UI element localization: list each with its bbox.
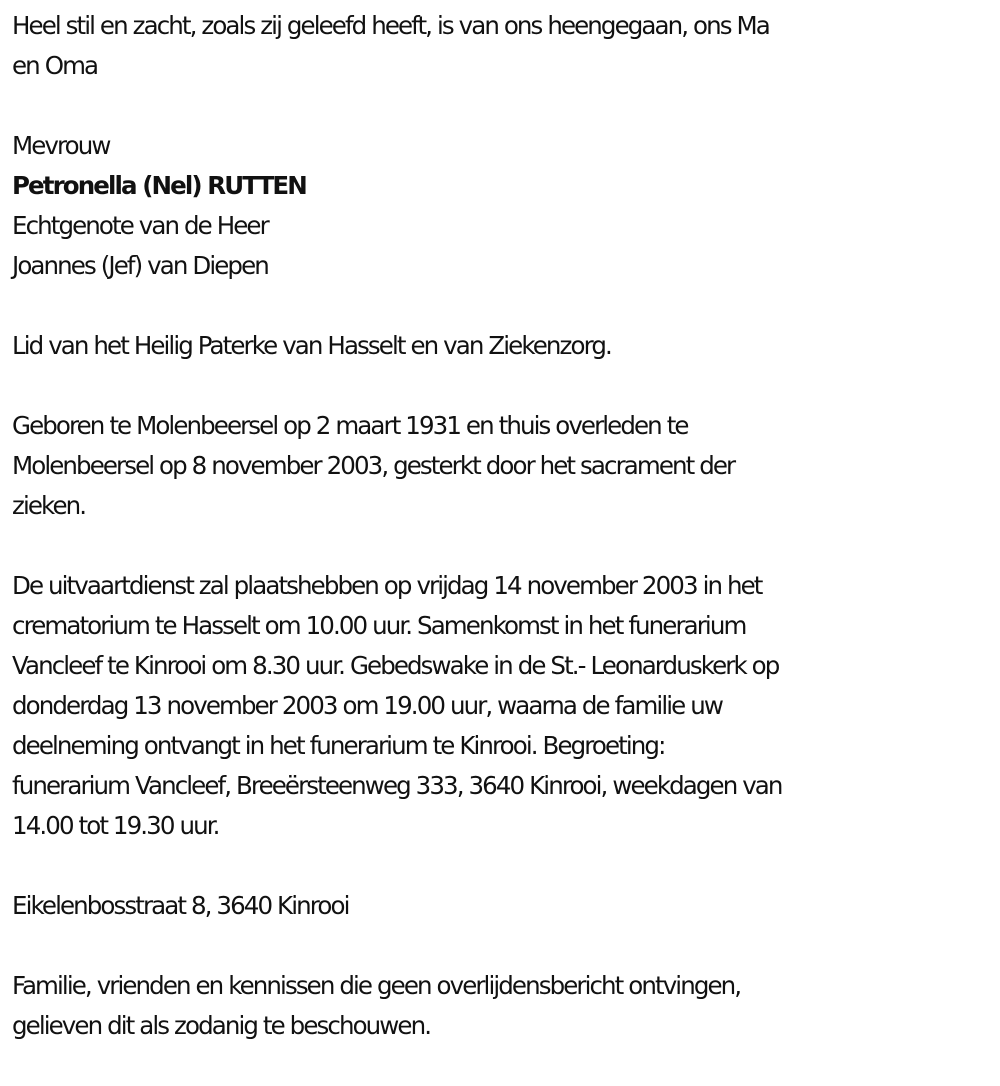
deceased-name: Petronella (Nel) RUTTEN [12, 171, 306, 200]
text-line: crematorium te Hasselt om 10.00 uur. Samenkomst in het funerarium [12, 611, 746, 640]
intro-line: Heel stil en zacht, zoals zij geleefd heeft, is van ons heengegaan, ons Ma [12, 11, 769, 40]
paragraph-gap [12, 846, 992, 886]
paragraph-gap [12, 86, 992, 126]
text-line: Geboren te Molenbeersel op 2 maart 1931 en thuis overleden te [12, 411, 688, 440]
paragraph-gap [12, 366, 992, 406]
spouse-line: Echtgenote van de Heer [12, 211, 268, 240]
text-line: zieken. [12, 491, 86, 520]
membership-text: Lid van het Heilig Paterke van Hasselt en van Ziekenzorg. [12, 331, 611, 360]
funeral-paragraph [12, 566, 992, 846]
paragraph-gap [12, 286, 992, 326]
salutation: Mevrouw [12, 131, 110, 160]
text-line: Molenbeersel op 8 november 2003, gesterkt door het sacrament der [12, 451, 735, 480]
text-line: Vancleef te Kinrooi om 8.30 uur. Gebedswake in de St.- Leonarduskerk op [12, 651, 779, 680]
intro-line: en Oma [12, 51, 98, 80]
text-line: deelneming ontvangt in het funerarium te Kinrooi. Begroeting: [12, 731, 665, 760]
text-line: donderdag 13 november 2003 om 19.00 uur, waarna de familie uw [12, 691, 722, 720]
paragraph-gap [12, 926, 992, 966]
obituary-notice [12, 6, 992, 1046]
paragraph-gap [12, 526, 992, 566]
text-line: 14.00 tot 19.30 uur. [12, 811, 219, 840]
text-line: funerarium Vancleef, Breeërsteenweg 333, 3640 Kinrooi, weekdagen van [12, 771, 782, 800]
text-line: Familie, vrienden en kennissen die geen overlijdensbericht ontvingen, [12, 971, 741, 1000]
text-line: gelieven dit als zodanig te beschouwen. [12, 1011, 431, 1040]
spouse-name: Joannes (Jef) van Diepen [12, 251, 268, 280]
birth-death-paragraph [12, 406, 992, 526]
address-text: Eikelenbosstraat 8, 3640 Kinrooi [12, 891, 349, 920]
text-line: De uitvaartdienst zal plaatshebben op vrijdag 14 november 2003 in het [12, 571, 762, 600]
closing-paragraph [12, 966, 992, 1046]
